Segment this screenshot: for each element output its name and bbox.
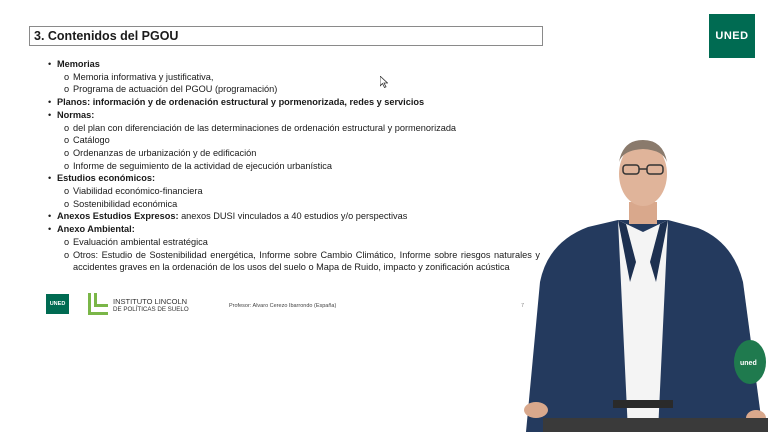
professor-credit: Profesor: Alvaro Cerezo Ibarrondo (España) [229, 303, 337, 309]
slide-title: 3. Contenidos del PGOU [29, 26, 543, 46]
mouse-cursor-icon [380, 76, 388, 88]
sub-item: o Memoria informativa y justificativa, [64, 71, 214, 82]
sub-item: o Otros: Estudio de Sostenibilidad energética, Informe sobre Cambio Climático, Informe sobre riesgos naturales y accidentes graves en la ordenación de los usos del suelo o Mapa de Ruido, impacto y zonificación acústica [64, 249, 540, 273]
lincoln-institute-name [113, 298, 189, 314]
bullet-anexos-estudios: • Anexos Estudios Expresos: anexos DUSI vinculados a 40 estudios y/o perspectivas [48, 211, 408, 222]
sub-item: o Ordenanzas de urbanización y de edificación [64, 147, 257, 158]
sub-item: o Informe de seguimiento de la actividad de ejecución urbanística [64, 160, 332, 171]
sub-item: o Sostenibilidad económica [64, 198, 178, 209]
svg-text:uned: uned [740, 360, 757, 367]
bullet-anexo-ambiental: • Anexo Ambiental: [48, 224, 135, 235]
slide-content [48, 58, 540, 274]
presenter-figure [518, 132, 768, 432]
lincoln-line1: INSTITUTO LINCOLN [113, 297, 188, 306]
sub-item: o Viabilidad económico-financiera [64, 186, 203, 197]
sub-item: o Programa de actuación del PGOU (programación) [64, 84, 278, 95]
bullet-planos: • Planos: información y de ordenación estructural y pormenorizada, redes y servicios [48, 97, 425, 108]
uned-logo: UNED [709, 14, 755, 58]
bullet-estudios: • Estudios económicos: [48, 173, 156, 184]
sub-item: o del plan con diferenciación de las determinaciones de ordenación estructural y pormenorizada [64, 122, 457, 133]
bullet-memorias: • Memorias [48, 59, 100, 69]
sub-item: o Evaluación ambiental estratégica [64, 236, 208, 247]
bullet-normas: • Normas: [48, 109, 95, 120]
page-number: 7 [521, 303, 525, 309]
lincoln-line2: DE POLÍTICAS DE SUELO [113, 306, 189, 313]
sub-item: o Catálogo [64, 135, 110, 146]
footer-uned-logo: UNED [46, 294, 69, 314]
lincoln-logo-icon [88, 293, 108, 315]
